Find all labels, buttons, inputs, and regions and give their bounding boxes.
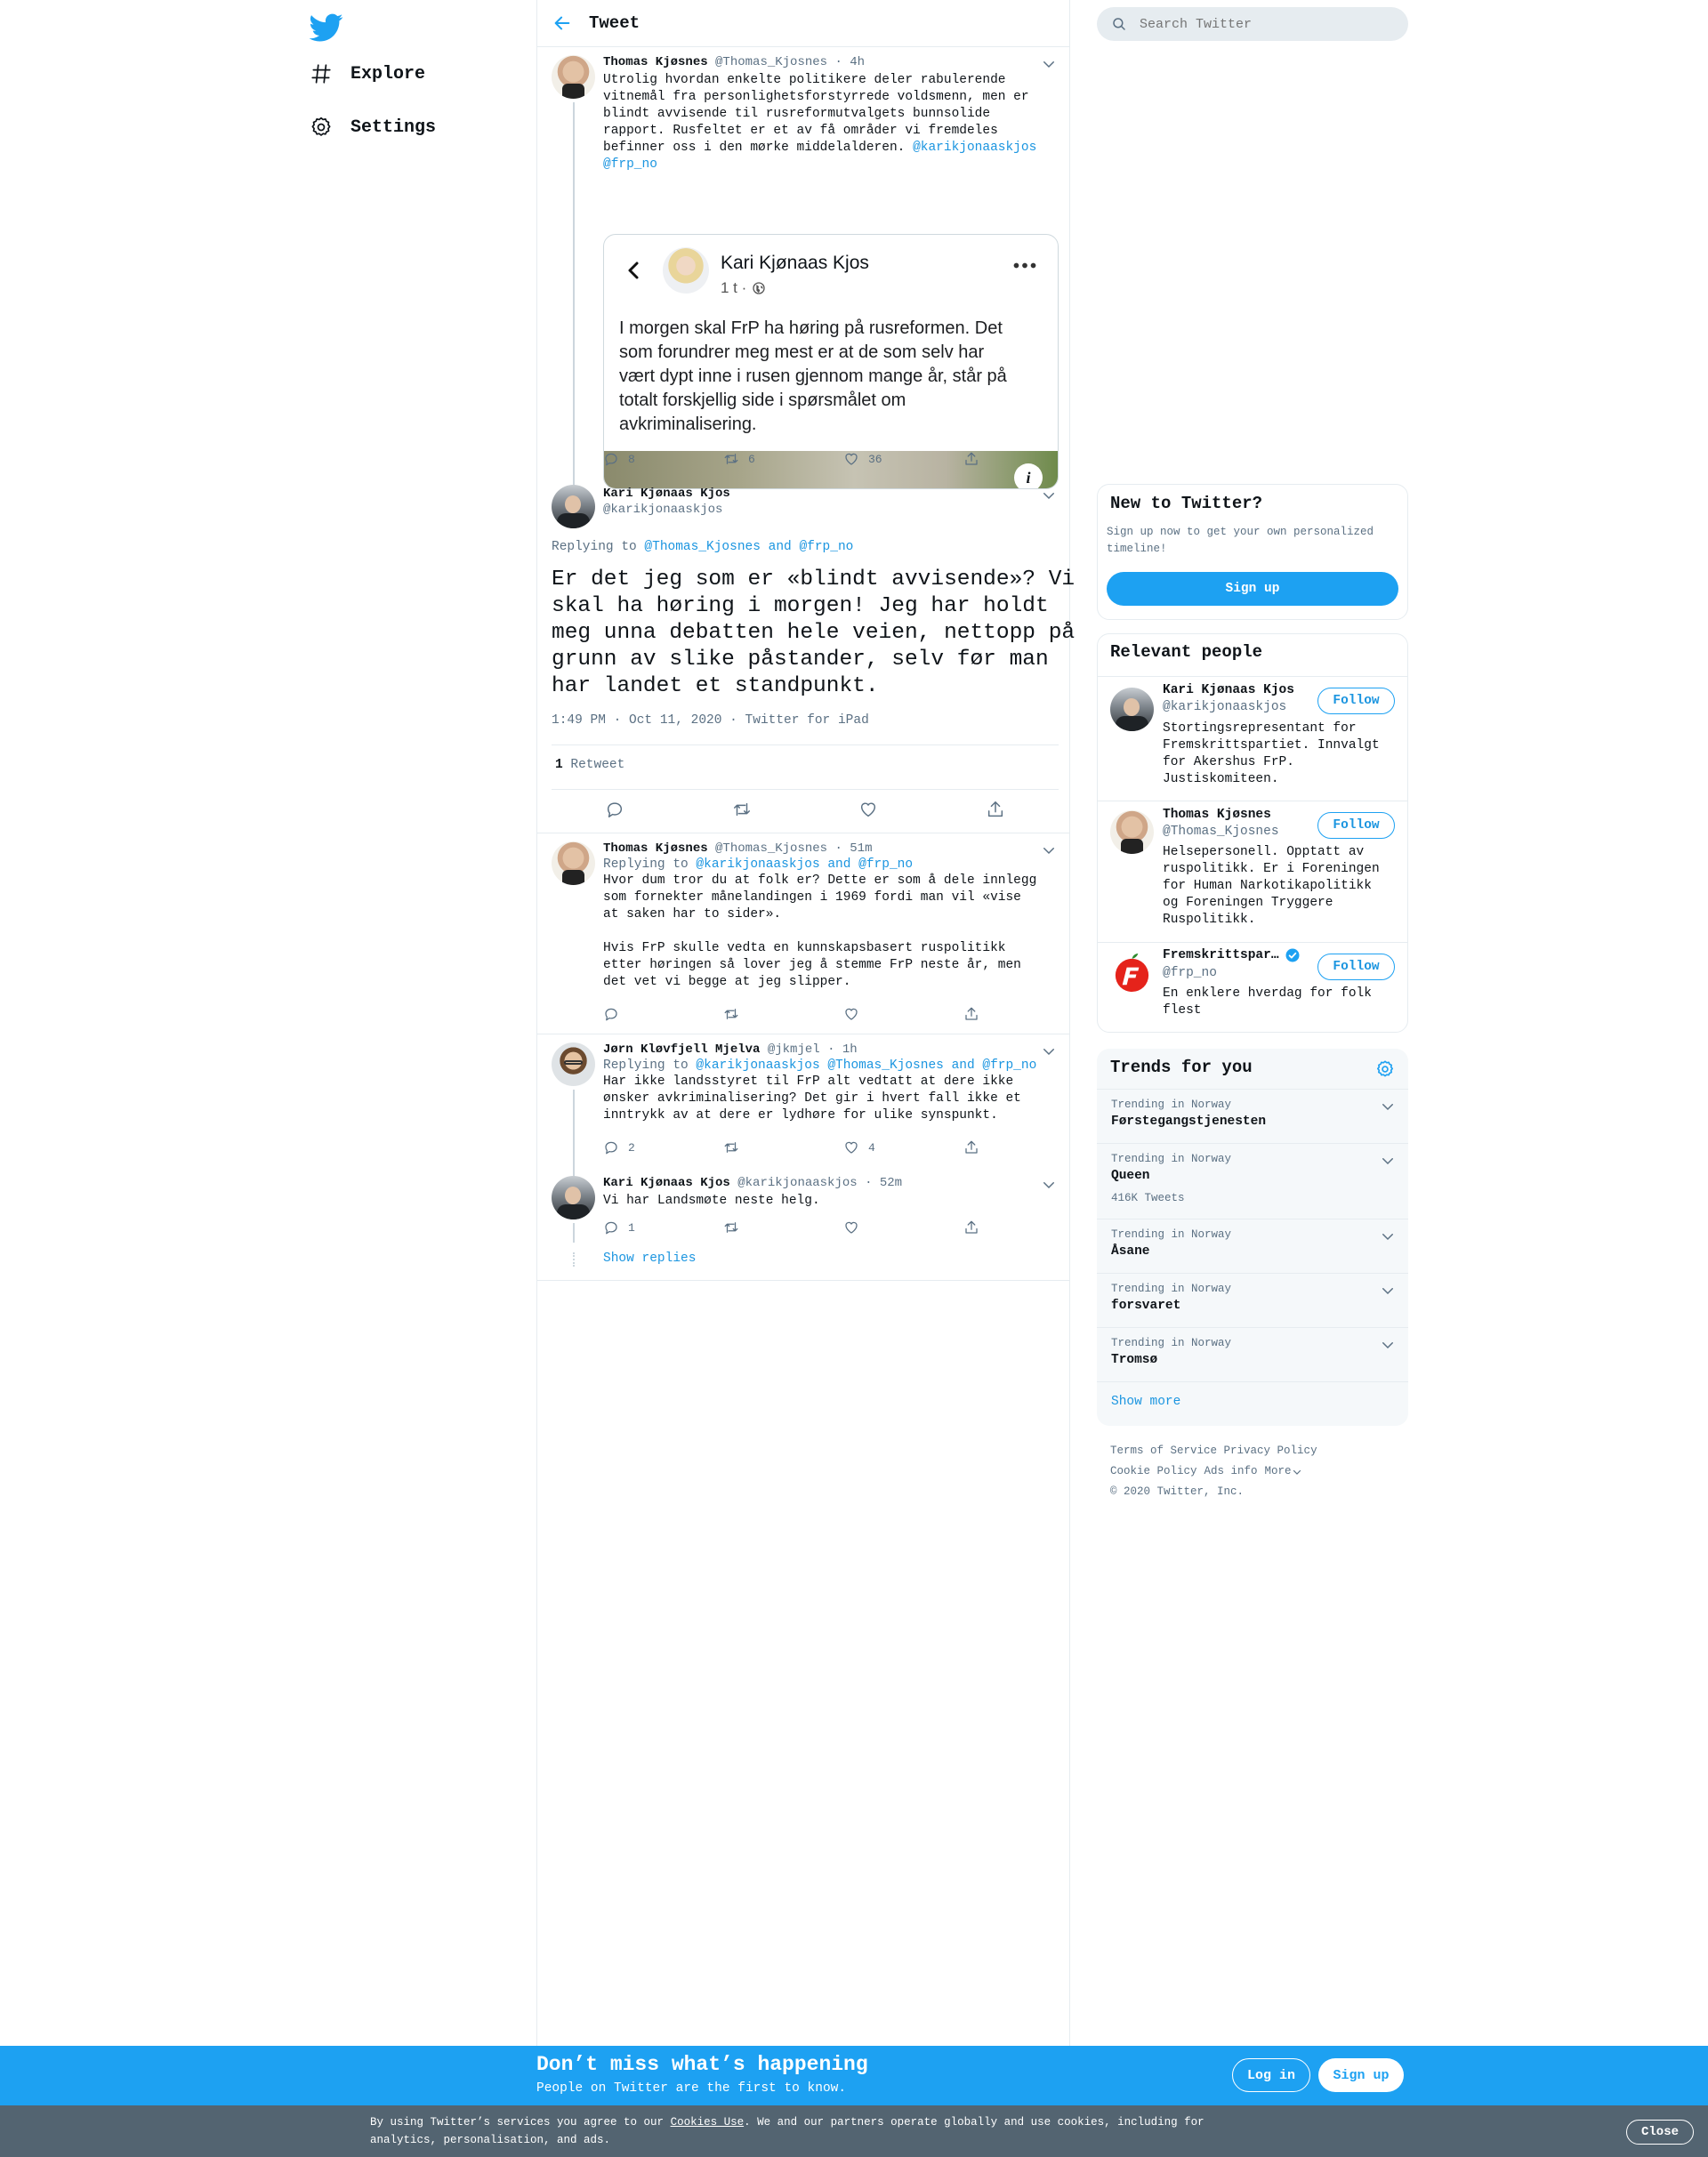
trend-context: Trending in Norway <box>1111 1337 1232 1349</box>
heart-icon <box>843 451 859 467</box>
thread-line <box>573 102 575 527</box>
trend-item[interactable] <box>1097 1327 1408 1381</box>
show-more-link[interactable]: Show more <box>1111 1395 1181 1409</box>
retweet-button[interactable] <box>723 1005 843 1023</box>
replying-to-label: Replying to <box>552 540 637 554</box>
mention-link[interactable]: @frp_no <box>603 157 657 172</box>
trend-name: Åsane <box>1111 1244 1150 1259</box>
avatar[interactable] <box>1110 810 1154 854</box>
chevron-down-icon[interactable] <box>1380 1153 1396 1169</box>
cookies-use-link[interactable]: Cookies Use <box>670 2116 745 2129</box>
avatar[interactable] <box>1110 688 1154 731</box>
person-row[interactable] <box>1098 801 1407 942</box>
reply-count: 1 <box>628 1220 635 1235</box>
cookie-banner <box>0 2105 1708 2157</box>
retweet-button[interactable] <box>723 450 843 468</box>
replying-to-links[interactable]: @karikjonaaskjos and @frp_no <box>696 857 914 872</box>
reply-count: 8 <box>628 452 635 466</box>
thread-dots <box>573 1252 575 1267</box>
search-input[interactable] <box>1140 17 1380 32</box>
person-handle[interactable]: @frp_no <box>1163 966 1217 980</box>
like-button[interactable] <box>843 1139 963 1156</box>
cookie-text-start: By using Twitter’s services you agree to our <box>370 2116 665 2129</box>
person-bio: En enklere hverdag for folk flest <box>1163 986 1372 1018</box>
trend-context: Trending in Norway <box>1111 1099 1232 1111</box>
cookie-text <box>370 2113 1204 2149</box>
trend-count: 416K Tweets <box>1111 1192 1185 1204</box>
retweet-icon <box>723 451 739 467</box>
heart-icon <box>843 1219 859 1235</box>
reply-button[interactable] <box>605 800 624 821</box>
retweet-button[interactable] <box>732 800 752 821</box>
signup-button[interactable]: Sign up <box>1318 2058 1404 2092</box>
back-arrow-icon <box>552 13 572 33</box>
twitter-logo-icon[interactable] <box>310 11 343 44</box>
tweet-time[interactable]: · 52m <box>865 1176 903 1190</box>
main-tweet <box>537 483 1076 833</box>
reply-button[interactable] <box>603 1139 723 1156</box>
avatar[interactable] <box>552 55 595 99</box>
retweet-total-label: Retweet <box>570 758 625 772</box>
author-name[interactable]: Jørn Kløvfjell Mjelva <box>603 1042 761 1057</box>
author-name[interactable]: Thomas Kjøsnes <box>603 841 708 856</box>
chevron-down-icon[interactable] <box>1041 1177 1057 1193</box>
author-handle[interactable]: @Thomas_Kjosnes <box>715 55 828 69</box>
person-name[interactable]: Thomas Kjøsnes <box>1163 808 1271 822</box>
heart-icon <box>843 1006 859 1022</box>
login-button[interactable]: Log in <box>1232 2058 1310 2092</box>
avatar <box>663 247 709 294</box>
footer-more-button[interactable] <box>1265 1461 1302 1482</box>
reply-tweet[interactable] <box>537 1172 1069 1280</box>
chevron-down-icon[interactable] <box>1041 1043 1057 1059</box>
reply-button[interactable] <box>603 1219 723 1236</box>
tweet-text: Hvor dum tror du at folk er? Dette er som å dele innlegg som fornekter månelandingen i 1969 fordi man vil «vise at saken har to sider». Hvis FrP skulle vedta en kunnskapsbasert ruspolitikk etter høringen så lover jeg å stemme FrP neste år, men det vet vi begge at jeg slipper. <box>603 873 1037 989</box>
share-icon <box>963 1219 979 1235</box>
tweet-timestamp[interactable]: 1:49 PM · Oct 11, 2020 <box>552 713 722 728</box>
trend-item[interactable] <box>1097 1089 1408 1143</box>
footer-cookie-link[interactable]: Cookie Policy <box>1110 1465 1197 1477</box>
card-title: Trends for you <box>1110 1058 1253 1077</box>
show-replies-link[interactable]: Show replies <box>603 1252 697 1266</box>
reply-button[interactable] <box>603 450 723 468</box>
share-icon <box>963 451 979 467</box>
share-button[interactable] <box>963 450 999 468</box>
replying-to-links[interactable]: @karikjonaaskjos @Thomas_Kjosnes and @frp_no <box>696 1058 1037 1073</box>
share-button[interactable] <box>963 1139 999 1156</box>
retweet-icon <box>723 1006 739 1022</box>
tweet-client[interactable]: · Twitter for iPad <box>729 713 869 728</box>
author-name[interactable]: Kari Kjønaas Kjos <box>603 1176 730 1190</box>
replying-to-links[interactable]: @Thomas_Kjosnes and @frp_no <box>644 540 854 554</box>
retweet-count: 6 <box>748 452 755 466</box>
nav-settings-label: Settings <box>350 117 437 138</box>
trend-name: Tromsø <box>1111 1353 1158 1367</box>
share-icon <box>963 1139 979 1155</box>
tweet-time[interactable]: · 4h <box>834 55 866 69</box>
search-box[interactable] <box>1097 7 1408 41</box>
person-bio: Stortingsrepresentant for Fremskrittspartiet. Innvalgt for Akershus FrP. Justiskomiteen. <box>1163 721 1380 786</box>
person-row[interactable] <box>1098 677 1407 801</box>
tweet-text: Utrolig hvordan enkelte politikere deler rabulerende vitnemål fra personlighetsforstyrrede voldsmenn, men er blindt avvisende til rusreformutvalgets bunnsolide rapport. Rusfeltet er et av få områder vi fremdeles befinner oss i den mørke middelalderen. <box>603 73 1029 155</box>
chevron-down-icon[interactable] <box>1380 1337 1396 1353</box>
author-handle[interactable]: @karikjonaaskjos <box>603 503 723 517</box>
retweet-button[interactable] <box>723 1139 843 1156</box>
tweet-text: Vi har Landsmøte neste helg. <box>603 1194 820 1208</box>
nav-explore[interactable] <box>310 52 425 95</box>
cookie-text-line2: analytics, personalisation, and ads. <box>370 2134 611 2146</box>
like-button[interactable] <box>858 800 878 821</box>
reply-tweet[interactable] <box>537 833 1069 1034</box>
tweet-time[interactable]: · 1h <box>827 1042 858 1057</box>
replying-to-label: Replying to <box>603 1058 689 1073</box>
person-bio: Helsepersonell. Opptatt av ruspolitikk. Er i Foreningen for Human Narkotikapolitikk og Foreningen Tryggere Ruspolitikk. <box>1163 845 1380 927</box>
card-title: New to Twitter? <box>1110 494 1263 513</box>
share-icon <box>963 1006 979 1022</box>
footer-privacy-link[interactable]: Privacy Policy <box>1223 1445 1317 1457</box>
banner-title: Don’t miss what’s happening <box>536 2053 868 2076</box>
chevron-down-icon[interactable] <box>1380 1099 1396 1115</box>
reply-tweet[interactable] <box>537 1034 1069 1172</box>
share-button[interactable] <box>963 1005 999 1023</box>
cookie-text-end: . We and our partners operate globally and use cookies, including for <box>744 2116 1204 2129</box>
trend-name: Queen <box>1111 1169 1150 1183</box>
retweet-icon <box>723 1139 739 1155</box>
new-to-twitter-card <box>1097 484 1408 620</box>
person-handle[interactable]: @Thomas_Kjosnes <box>1163 825 1279 839</box>
nav-settings[interactable] <box>310 106 436 149</box>
embed-author-name: Kari Kjønaas Kjos <box>721 253 869 273</box>
share-button[interactable] <box>963 1219 999 1236</box>
footer <box>1110 1441 1317 1502</box>
author-handle[interactable]: @karikjonaaskjos <box>737 1176 858 1190</box>
tweet-time[interactable]: · 51m <box>834 841 873 856</box>
reply-icon <box>603 1006 619 1022</box>
author-name[interactable]: Kari Kjønaas Kjos <box>603 487 730 501</box>
like-count: 36 <box>868 452 882 466</box>
retweet-button[interactable] <box>723 1219 843 1236</box>
thread-line <box>573 1223 575 1243</box>
page-header <box>537 0 1069 47</box>
chevron-down-icon[interactable] <box>1041 842 1057 858</box>
heart-icon <box>843 1139 859 1155</box>
trend-context: Trending in Norway <box>1111 1228 1232 1241</box>
chevron-down-icon[interactable] <box>1380 1283 1396 1299</box>
embed-time: 1 t · <box>721 279 747 296</box>
relevant-people-card <box>1097 633 1408 1033</box>
trend-name: forsvaret <box>1111 1299 1181 1313</box>
globe-icon <box>752 281 766 295</box>
footer-terms-link[interactable]: Terms of Service <box>1110 1445 1218 1457</box>
signup-button[interactable]: Sign up <box>1107 572 1398 606</box>
main-column <box>536 0 1076 2046</box>
follow-button[interactable]: Follow <box>1317 688 1395 714</box>
banner-subtitle: People on Twitter are the first to know. <box>536 2081 847 2096</box>
retweet-total: 1 <box>555 758 563 772</box>
reply-count: 2 <box>628 1140 635 1155</box>
trend-item[interactable] <box>1097 1273 1408 1327</box>
divider <box>552 789 1059 790</box>
follow-button[interactable]: Follow <box>1317 812 1395 839</box>
like-button[interactable] <box>843 450 963 468</box>
trends-card <box>1097 1049 1408 1426</box>
embed-text: I morgen skal FrP ha høring på rusreformen. Det som forundrer meg mest er at de som selv har vært dypt inne i rusen gjennom mange år, står på totalt forskjellig side i spørsmålet om avkriminalisering. <box>619 318 1007 434</box>
chevron-down-icon[interactable] <box>1041 56 1057 72</box>
trend-name: Førstegangstjenesten <box>1111 1115 1267 1129</box>
follow-button[interactable]: Follow <box>1317 954 1395 980</box>
author-handle[interactable]: @Thomas_Kjosnes <box>715 841 828 856</box>
reply-icon <box>603 1139 619 1155</box>
settings-gear-icon[interactable] <box>1375 1059 1395 1079</box>
mention-link[interactable]: @karikjonaaskjos <box>913 141 1037 155</box>
divider <box>537 1280 1069 1281</box>
verified-badge-icon <box>1285 947 1301 963</box>
like-button[interactable] <box>843 1005 963 1023</box>
trend-context: Trending in Norway <box>1111 1283 1232 1295</box>
person-row[interactable] <box>1098 943 1407 1032</box>
footer-copyright: © 2020 Twitter, Inc. <box>1110 1485 1245 1498</box>
divider <box>552 744 1059 745</box>
show-more-row[interactable] <box>1097 1381 1408 1426</box>
back-button[interactable] <box>537 0 587 47</box>
gear-icon <box>310 116 333 139</box>
trend-item[interactable] <box>1097 1219 1408 1273</box>
person-name[interactable]: Fremskrittspar… <box>1163 948 1279 962</box>
trend-item[interactable] <box>1097 1143 1408 1219</box>
retweet-stats[interactable] <box>555 758 624 772</box>
avatar[interactable] <box>552 1042 595 1086</box>
chevron-down-icon[interactable] <box>1041 487 1057 503</box>
page-title: Tweet <box>589 13 640 33</box>
avatar[interactable] <box>1110 951 1154 994</box>
person-handle[interactable]: @karikjonaaskjos <box>1163 700 1287 714</box>
tweet-text: Har ikke landsstyret til FrP alt vedtatt at dere ikke ønsker avkriminalisering? Det gir i hvert fall ikke et inntrykk av at dere er lydhøre for ulike synspunkt. <box>603 1074 1021 1123</box>
avatar[interactable] <box>552 841 595 885</box>
retweet-icon <box>723 1219 739 1235</box>
close-button[interactable]: Close <box>1626 2120 1694 2145</box>
chevron-down-icon <box>1292 1467 1302 1477</box>
signup-promo-text: Sign up now to get your own personalized timeline! <box>1107 526 1374 555</box>
person-name[interactable]: Kari Kjønaas Kjos <box>1163 683 1294 697</box>
replying-to-label: Replying to <box>603 857 689 872</box>
share-button[interactable] <box>986 800 1005 821</box>
chevron-down-icon[interactable] <box>1380 1228 1396 1244</box>
main-tweet-text: Er det jeg som er «blindt avvisende»? Vi skal ha høring i morgen! Jeg har holdt meg unna debatten hele veien, nettopp på grunn av slike påstander, selv før man har landet et standpunkt. <box>552 567 1076 698</box>
reply-button[interactable] <box>603 1005 723 1023</box>
back-chevron-icon <box>624 260 645 281</box>
trend-context: Trending in Norway <box>1111 1153 1232 1165</box>
reply-icon <box>603 1219 619 1235</box>
like-count: 4 <box>868 1140 875 1155</box>
like-button[interactable] <box>843 1219 963 1236</box>
nav-explore-label: Explore <box>350 63 426 85</box>
search-icon <box>1111 16 1127 32</box>
reply-icon <box>603 451 619 467</box>
signup-banner <box>0 2046 1708 2105</box>
footer-more-label: More <box>1264 1465 1292 1477</box>
card-title: Relevant people <box>1110 642 1263 662</box>
more-dots-icon <box>1013 262 1036 270</box>
info-icon: i <box>1014 463 1043 489</box>
parent-tweet[interactable] <box>537 47 1069 487</box>
avatar[interactable] <box>552 1176 595 1219</box>
avatar[interactable] <box>552 485 595 528</box>
author-handle[interactable]: @jkmjel <box>767 1042 820 1057</box>
footer-ads-link[interactable]: Ads info <box>1204 1465 1258 1477</box>
author-name[interactable]: Thomas Kjøsnes <box>603 55 708 69</box>
hashtag-icon <box>310 62 333 85</box>
